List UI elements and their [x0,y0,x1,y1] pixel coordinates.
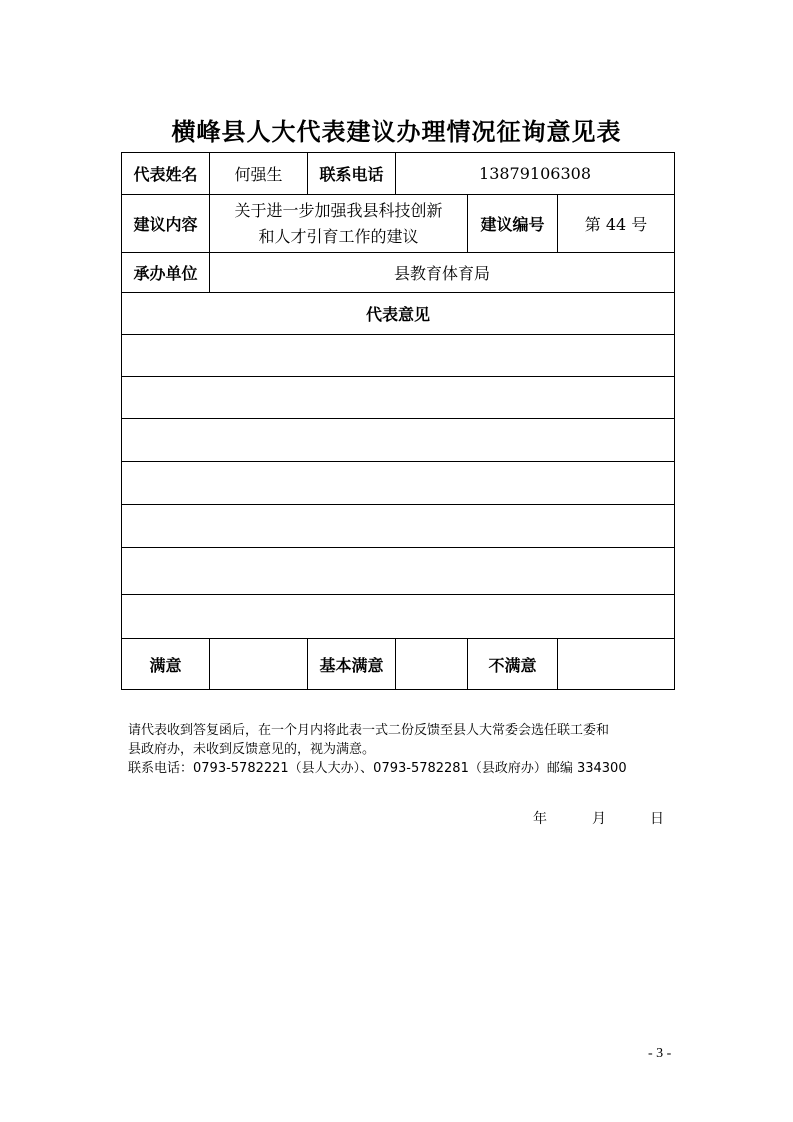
satisfied-label: 满意 [122,639,210,690]
opinion-label: 代表意见 [122,293,675,335]
footer-line-2: 县政府办，未收到反馈意见的，视为满意。 [128,742,376,757]
date-day: 日 [650,811,664,827]
rep-name-label: 代表姓名 [122,153,210,195]
unsatisfied-box[interactable] [558,639,675,690]
opinion-line[interactable] [122,505,675,548]
date-year: 年 [533,811,547,827]
content-label: 建议内容 [122,195,210,253]
basic-satisfied-label: 基本满意 [308,639,396,690]
footer-note [128,721,688,778]
content-line-2: 和人才引育工作的建议 [258,226,419,246]
rep-name-value: 何强生 [210,153,308,195]
phone-value: 13879106308 [396,153,675,195]
satisfied-box[interactable] [210,639,308,690]
form-title: 横峰县人大代表建议办理情况征询意见表 [171,117,622,146]
phone-label: 联系电话 [308,153,396,195]
page-number: - 3 - [648,1046,672,1061]
content-line-1: 关于进一步加强我县科技创新 [234,200,443,220]
basic-satisfied-box[interactable] [396,639,468,690]
unit-value: 县教育体育局 [210,253,675,293]
opinion-line[interactable] [122,595,675,639]
unit-label: 承办单位 [122,253,210,293]
unsatisfied-label: 不满意 [468,639,558,690]
opinion-line[interactable] [122,335,675,377]
number-value: 第 44 号 [558,195,675,253]
opinion-line[interactable] [122,419,675,462]
footer-line-1: 请代表收到答复函后，在一个月内将此表一式二份反馈至县人大常委会选任联工委和 [128,723,610,738]
opinion-line[interactable] [122,462,675,505]
footer-line-3: 联系电话：0793-5782221（县人大办）、0793-5782281（县政府办）邮编 334300 [128,761,627,776]
opinion-line[interactable] [122,377,675,419]
feedback-form [121,152,675,690]
opinion-line[interactable] [122,548,675,595]
number-label: 建议编号 [468,195,558,253]
content-value [210,195,468,253]
date-month: 月 [592,811,606,827]
